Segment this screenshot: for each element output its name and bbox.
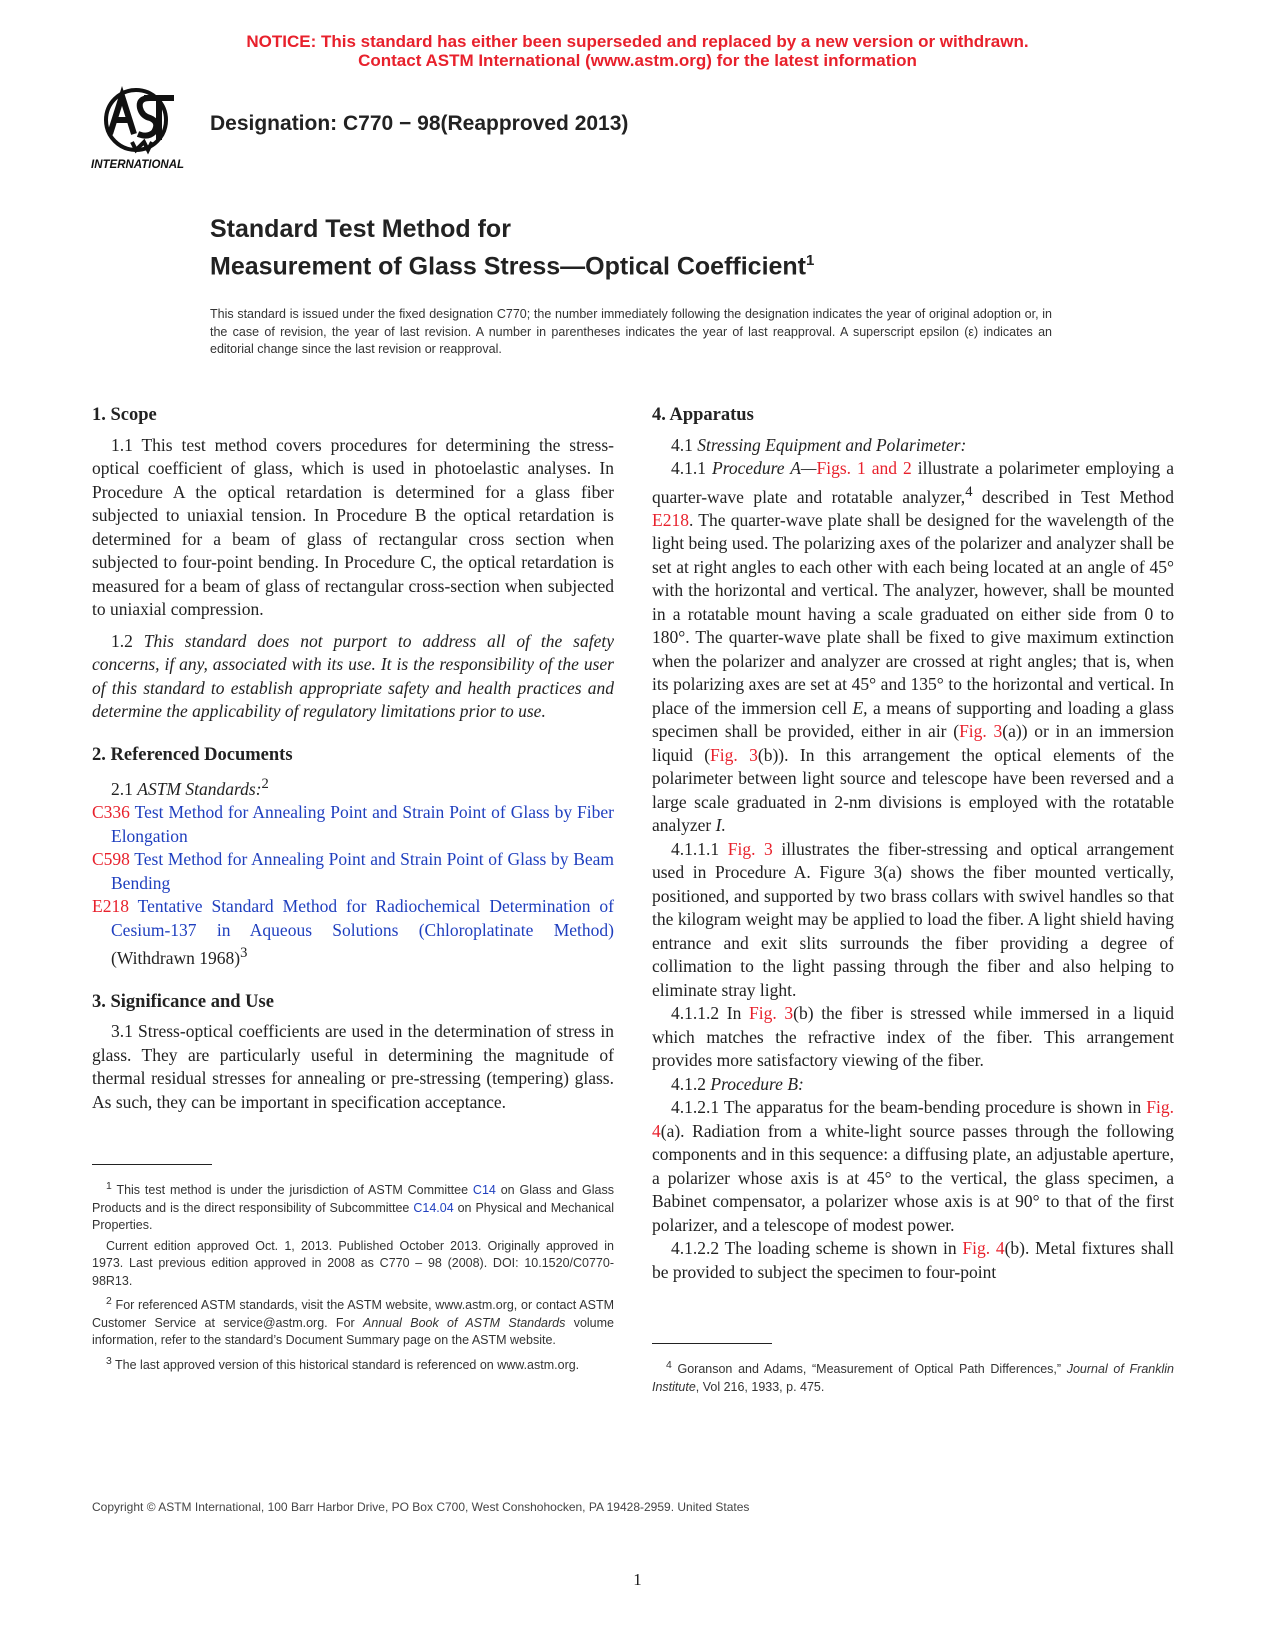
scope-para-1-2: 1.2 This standard does not purport to address all of the safety concerns, if any, associated with its use. It is the responsibility of the user of this standard to establish appropriate safety and health practices and determine the applicability of regulatory limitations prior to use. bbox=[92, 630, 614, 721]
notice-line-1: NOTICE: This standard has either been superseded and replaced by a new version or withdrawn. bbox=[246, 32, 1029, 51]
astm-logo bbox=[88, 84, 198, 176]
astm-international-logo-icon bbox=[88, 84, 198, 176]
para-4-1-1-2: 4.1.1.2 In Fig. 3(b) the fiber is stressed while immersed in a liquid which matches the refractive index of the fiber. This arrangement provides more satisfactory viewing of the fiber. bbox=[652, 1003, 1174, 1071]
ref-item-c336[interactable]: C336 Test Method for Annealing Point and Strain Point of Glass by Fiber Elongation bbox=[92, 802, 614, 846]
para-4-1-2-1: 4.1.2.1 The apparatus for the beam-bending procedure is shown in Fig. 4(a). Radiation from a white-light source passes through the following components and in this sequence: a diffusing plate, an adjustable aperture, a polarizer whose axis is at 45° to the vertical, the glass specimen, a Babinet compensator, a polarizer whose axis is at 90° to that of the first polarizer, and a telescope of modest power. bbox=[652, 1097, 1175, 1235]
footnote-1-edition: Current edition approved Oct. 1, 2013. Published October 2013. Originally approved in 1973. Last previous edition approved in 2008 as C770 – 98 (2008). DOI: 10.1520/C0770-98R13. bbox=[92, 1238, 614, 1288]
link-fig-3a[interactable]: Fig. 3 bbox=[959, 721, 1003, 742]
para-4-1-1-1: 4.1.1.1 Fig. 3 illustrates the fiber-stressing and optical arrangement used in Procedure A. Figure 3(a) shows the fiber mounted vertically, positioned, and supported by two brass collars with swivel handles so that the kilogram weight may be applied to load the fiber. A light shield having entrance and exit slits surrounds the fiber providing a degree of collimation to the light passing through the fiber and also helping to eliminate stray light. bbox=[652, 838, 1174, 1000]
link-fig-3b[interactable]: Fig. 3 bbox=[710, 744, 758, 765]
link-fig-3[interactable]: Fig. 3 bbox=[727, 838, 773, 859]
notice-banner bbox=[0, 32, 1275, 70]
footnote-rule-left bbox=[92, 1164, 212, 1165]
footnotes-right bbox=[652, 1357, 1174, 1396]
footnote-rule-right bbox=[652, 1343, 772, 1344]
link-fig-4b[interactable]: Fig. 4 bbox=[962, 1238, 1005, 1259]
significance-heading: 3. Significance and Use bbox=[92, 991, 274, 1012]
para-4-1-2: 4.1.2 Procedure B: bbox=[671, 1073, 804, 1094]
title-line-2: Measurement of Glass Stress—Optical Coefficient$^1$ bbox=[210, 252, 815, 281]
ref-item-c598[interactable]: C598 Test Method for Annealing Point and Strain Point of Glass by Beam Bending bbox=[92, 849, 615, 893]
title-line-1: Standard Test Method for bbox=[210, 215, 511, 243]
link-figs-1-2[interactable]: Figs. 1 and 2 bbox=[816, 458, 912, 478]
footnote-4: $^4$ Goranson and Adams, “Measurement of Optical Path Differences,” Journal of Franklin Institute, Vol 216, 1933, p. 475. bbox=[652, 1360, 1175, 1394]
refdocs-sub: 2.1 ASTM Standards:$^2$ bbox=[111, 776, 269, 799]
para-4-1-1: 4.1.1 Procedure A—Figs. 1 and 2 illustrate a polarimeter employing a quarter-wave plate and rotatable analyzer,$^4$ described in Test Method E218. The quarter-wave plate shall be designed for the wavelength of the light being used. The polarizing axes of the polarizer and analyzer shall be set at right angles to each other with each being located at an angle of 45° with the horizontal and vertical. The analyzer, however, shall be mounted in a rotatable mount having a scale graduated on either side from 0 to 180°. The quarter-wave plate shall be fixed to give maximum extinction when the polarizer and analyzer are crossed at right angles; that is, when its polarizing axes are set at 45° and 135° to the horizontal and vertical. In place of the immersion cell E, a means of supporting and loading a glass specimen shall be provided, either in air (Fig. 3(a)) or in an immersion liquid (Fig. 3(b)). In this arrangement the optical elements of the polarimeter between light source and telescope have been reversed and a large scale graduated in 2-nm divisions is employed with the rotatable analyzer I. bbox=[652, 458, 1175, 836]
notice-line-2: Contact ASTM International (www.astm.org) for the latest information bbox=[358, 51, 917, 70]
link-c14[interactable]: C14 bbox=[472, 1183, 496, 1198]
para-4-1: 4.1 Stressing Equipment and Polarimeter: bbox=[671, 434, 967, 455]
link-fig-4a[interactable]: Fig. 4 bbox=[652, 1097, 1175, 1141]
page-number: 1 bbox=[633, 1570, 642, 1589]
refdocs-heading: 2. Referenced Documents bbox=[92, 744, 293, 765]
copyright-line: Copyright © ASTM International, 100 Barr Harbor Drive, PO Box C700, West Conshohocken, PA 19428-2959. United States bbox=[92, 1500, 750, 1514]
para-4-1-2-2: 4.1.2.2 The loading scheme is shown in Fig. 4(b). Metal fixtures shall be provided to subject the specimen to four-point bbox=[652, 1238, 1175, 1282]
link-fig-3-b[interactable]: Fig. 3 bbox=[749, 1003, 794, 1024]
scope-heading: 1. Scope bbox=[92, 405, 157, 425]
designation: Designation: C770 − 98(Reapproved 2013) bbox=[210, 112, 629, 135]
footnote-2: $^2$ For referenced ASTM standards, visit the ASTM website, www.astm.org, or contact ASTM Customer Service at service@astm.org. For Annual Book of ASTM Standards volume information, refer to the standard’s Document Summary page on the ASTM website. bbox=[92, 1296, 614, 1348]
link-c14-04[interactable]: C14.04 bbox=[413, 1200, 454, 1215]
footnote-1: $^1$ This test method is under the jurisdiction of ASTM Committee C14 on Glass and Glass Products and is the direct responsibility of Subcommittee C14.04 on Physical and Mechanical Properties. bbox=[92, 1181, 615, 1233]
right-column bbox=[652, 404, 1174, 1284]
apparatus-heading: 4. Apparatus bbox=[652, 405, 754, 425]
page-title bbox=[210, 214, 814, 282]
title-footnote-ref[interactable]: 1 bbox=[806, 252, 815, 269]
left-column bbox=[92, 404, 614, 1114]
logo-text: INTERNATIONAL bbox=[91, 159, 185, 171]
scope-para-1-1: 1.1 This test method covers procedures for determining the stress-optical coefficient of glass, which is used in photoelastic analyses. In Procedure A the optical retardation is determined for a glass fiber subjected to uniaxial tension. In Procedure B the optical retardation is determined for a beam of glass of rectangular cross section when subjected to four-point bending. In Procedure C, the optical retardation is measured for a beam of glass of rectangular cross-section when subjected to uniaxial compression. bbox=[92, 434, 614, 619]
significance-para-3-1: 3.1 Stress-optical coefficients are used in the determination of stress in glass. They are particularly useful in determining the magnitude of thermal residual stresses for annealing or pre-stressing (tempering) glass. As such, they can be important in specification acceptance. bbox=[92, 1021, 614, 1112]
footnote-3: $^3$ The last approved version of this historical standard is referenced on www.astm.org. bbox=[106, 1355, 580, 1372]
intro-paragraph: This standard is issued under the fixed designation C770; the number immediately following the designation indicates the year of original adoption or, in the case of revision, the year of last revision. A number in parentheses indicates the year of last reapproval. A superscript epsilon (ε) indicates an editorial change since the last revision or reapproval. bbox=[210, 307, 1052, 356]
footnotes-left bbox=[92, 1178, 614, 1374]
ref-item-e218[interactable]: E218 Tentative Standard Method for Radiochemical Determination of Cesium-137 in Aqueous Solutions (Chloroplatinate Method) (Withdrawn 1968)$^3$ bbox=[92, 896, 614, 969]
link-e218[interactable]: E218 bbox=[652, 509, 689, 530]
